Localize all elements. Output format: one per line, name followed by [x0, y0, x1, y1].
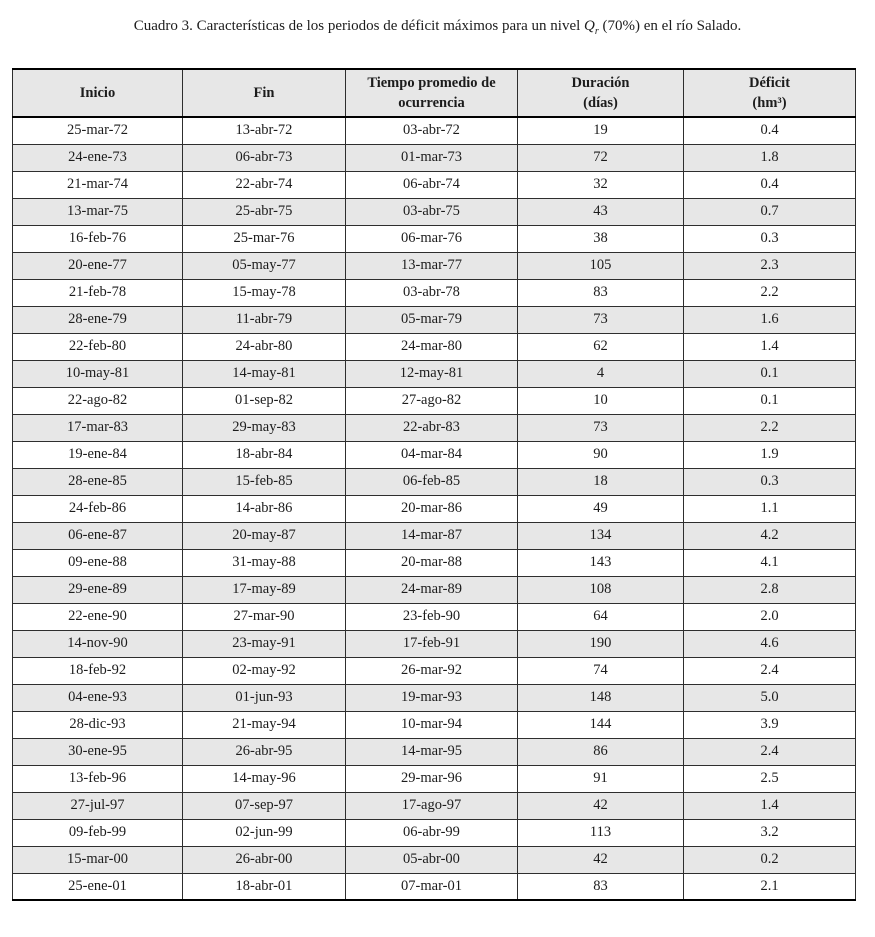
- table-cell: 4: [518, 360, 684, 387]
- table-row: [13, 711, 856, 738]
- table-row: [13, 441, 856, 468]
- table-cell: 06-feb-85: [346, 468, 518, 495]
- table-cell: 10-may-81: [13, 360, 183, 387]
- column-header-line: Tiempo promedio de: [367, 75, 496, 91]
- table-cell: 29-ene-89: [13, 576, 183, 603]
- table-cell: 13-abr-72: [183, 117, 346, 144]
- table-cell: 13-mar-77: [346, 252, 518, 279]
- table-caption: [0, 18, 875, 40]
- deficit-periods-table: [12, 68, 856, 901]
- table-cell: 64: [518, 603, 684, 630]
- table-cell: 1.1: [684, 495, 856, 522]
- table-cell: 148: [518, 684, 684, 711]
- table-cell: 17-ago-97: [346, 792, 518, 819]
- table-cell: 21-feb-78: [13, 279, 183, 306]
- q-symbol-subscript: r: [594, 26, 599, 37]
- table-cell: 06-abr-99: [346, 819, 518, 846]
- table-cell: 2.2: [684, 279, 856, 306]
- table-cell: 22-feb-80: [13, 333, 183, 360]
- table-cell: 22-ago-82: [13, 387, 183, 414]
- table-cell: 24-feb-86: [13, 495, 183, 522]
- table-cell: 24-ene-73: [13, 144, 183, 171]
- table-cell: 17-mar-83: [13, 414, 183, 441]
- table-cell: 26-abr-00: [183, 846, 346, 873]
- table-cell: 22-abr-83: [346, 414, 518, 441]
- table-cell: 83: [518, 873, 684, 900]
- table-cell: 49: [518, 495, 684, 522]
- table-cell: 06-abr-73: [183, 144, 346, 171]
- table-cell: 14-mar-95: [346, 738, 518, 765]
- table-cell: 17-feb-91: [346, 630, 518, 657]
- table-row: [13, 684, 856, 711]
- table-cell: 19: [518, 117, 684, 144]
- column-header-line: (hm³): [752, 95, 787, 111]
- table-cell: 22-abr-74: [183, 171, 346, 198]
- table-row: [13, 603, 856, 630]
- table-cell: 62: [518, 333, 684, 360]
- table-cell: 4.6: [684, 630, 856, 657]
- table-cell: 73: [518, 306, 684, 333]
- table-cell: 26-mar-92: [346, 657, 518, 684]
- table-row: [13, 738, 856, 765]
- table-cell: 2.8: [684, 576, 856, 603]
- table-cell: 05-may-77: [183, 252, 346, 279]
- table-cell: 2.3: [684, 252, 856, 279]
- table-cell: 134: [518, 522, 684, 549]
- table-cell: 3.2: [684, 819, 856, 846]
- table-cell: 07-mar-01: [346, 873, 518, 900]
- caption-text-before: Cuadro 3. Características de los periodos de déficit máximos para un nivel: [133, 18, 585, 34]
- table-cell: 1.4: [684, 792, 856, 819]
- table-cell: 0.3: [684, 225, 856, 252]
- table-cell: 4.2: [684, 522, 856, 549]
- column-header: [346, 69, 518, 117]
- table-cell: 01-jun-93: [183, 684, 346, 711]
- table-cell: 32: [518, 171, 684, 198]
- q-symbol-letter: Q: [584, 18, 595, 34]
- table-cell: 108: [518, 576, 684, 603]
- table-cell: 10: [518, 387, 684, 414]
- table-cell: 0.2: [684, 846, 856, 873]
- table-cell: 23-may-91: [183, 630, 346, 657]
- table-cell: 07-sep-97: [183, 792, 346, 819]
- table-cell: 14-mar-87: [346, 522, 518, 549]
- table-row: [13, 333, 856, 360]
- table-cell: 23-feb-90: [346, 603, 518, 630]
- table-cell: 05-abr-00: [346, 846, 518, 873]
- table-cell: 91: [518, 765, 684, 792]
- table-cell: 27-jul-97: [13, 792, 183, 819]
- table-cell: 03-abr-78: [346, 279, 518, 306]
- table-cell: 0.3: [684, 468, 856, 495]
- document-page: [0, 18, 875, 901]
- table-cell: 14-abr-86: [183, 495, 346, 522]
- column-header-line: (días): [583, 95, 618, 111]
- table-cell: 03-abr-72: [346, 117, 518, 144]
- caption-text-after: (70%) en el río Salado.: [598, 18, 742, 34]
- table-cell: 73: [518, 414, 684, 441]
- table-cell: 20-may-87: [183, 522, 346, 549]
- table-cell: 28-ene-79: [13, 306, 183, 333]
- table-cell: 24-mar-89: [346, 576, 518, 603]
- table-row: [13, 360, 856, 387]
- table-cell: 06-mar-76: [346, 225, 518, 252]
- table-cell: 28-ene-85: [13, 468, 183, 495]
- table-cell: 03-abr-75: [346, 198, 518, 225]
- table-row: [13, 279, 856, 306]
- table-cell: 144: [518, 711, 684, 738]
- q-flow-symbol: [584, 18, 599, 37]
- table-cell: 21-may-94: [183, 711, 346, 738]
- table-row: [13, 306, 856, 333]
- table-cell: 25-mar-76: [183, 225, 346, 252]
- table-cell: 18-feb-92: [13, 657, 183, 684]
- table-cell: 14-nov-90: [13, 630, 183, 657]
- table-cell: 30-ene-95: [13, 738, 183, 765]
- table-cell: 25-ene-01: [13, 873, 183, 900]
- table-row: [13, 198, 856, 225]
- table-row: [13, 387, 856, 414]
- table-cell: 27-ago-82: [346, 387, 518, 414]
- table-cell: 14-may-96: [183, 765, 346, 792]
- table-row: [13, 873, 856, 900]
- table-cell: 83: [518, 279, 684, 306]
- column-header: [183, 69, 346, 117]
- table-cell: 190: [518, 630, 684, 657]
- table-cell: 16-feb-76: [13, 225, 183, 252]
- table-cell: 25-abr-75: [183, 198, 346, 225]
- column-header-line: Déficit: [748, 75, 791, 91]
- table-row: [13, 765, 856, 792]
- table-row: [13, 414, 856, 441]
- table-cell: 15-may-78: [183, 279, 346, 306]
- column-header-line: Fin: [253, 85, 275, 101]
- table-cell: 14-may-81: [183, 360, 346, 387]
- table-cell: 72: [518, 144, 684, 171]
- table-cell: 21-mar-74: [13, 171, 183, 198]
- table-cell: 2.2: [684, 414, 856, 441]
- table-cell: 01-sep-82: [183, 387, 346, 414]
- table-row: [13, 495, 856, 522]
- table-cell: 15-feb-85: [183, 468, 346, 495]
- column-header-line: Inicio: [79, 85, 116, 101]
- table-cell: 86: [518, 738, 684, 765]
- table-row: [13, 792, 856, 819]
- table-header: [13, 69, 856, 117]
- table-row: [13, 657, 856, 684]
- table-cell: 18: [518, 468, 684, 495]
- table-cell: 28-dic-93: [13, 711, 183, 738]
- table-row: [13, 468, 856, 495]
- table-cell: 2.0: [684, 603, 856, 630]
- table-row: [13, 225, 856, 252]
- table-cell: 0.7: [684, 198, 856, 225]
- table-cell: 17-may-89: [183, 576, 346, 603]
- table-cell: 02-jun-99: [183, 819, 346, 846]
- table-cell: 20-mar-88: [346, 549, 518, 576]
- table-cell: 1.9: [684, 441, 856, 468]
- table-cell: 1.8: [684, 144, 856, 171]
- table-cell: 09-ene-88: [13, 549, 183, 576]
- table-cell: 18-abr-01: [183, 873, 346, 900]
- table-cell: 0.1: [684, 360, 856, 387]
- table-cell: 06-abr-74: [346, 171, 518, 198]
- table-row: [13, 522, 856, 549]
- table-cell: 3.9: [684, 711, 856, 738]
- table-cell: 13-feb-96: [13, 765, 183, 792]
- table-cell: 13-mar-75: [13, 198, 183, 225]
- table-cell: 18-abr-84: [183, 441, 346, 468]
- table-cell: 12-may-81: [346, 360, 518, 387]
- table-cell: 1.4: [684, 333, 856, 360]
- table-row: [13, 549, 856, 576]
- table-cell: 27-mar-90: [183, 603, 346, 630]
- table-cell: 26-abr-95: [183, 738, 346, 765]
- table-cell: 29-mar-96: [346, 765, 518, 792]
- column-header: [518, 69, 684, 117]
- table-cell: 74: [518, 657, 684, 684]
- table-cell: 22-ene-90: [13, 603, 183, 630]
- table-row: [13, 630, 856, 657]
- table-cell: 2.5: [684, 765, 856, 792]
- table-cell: 04-ene-93: [13, 684, 183, 711]
- table-cell: 11-abr-79: [183, 306, 346, 333]
- table-cell: 09-feb-99: [13, 819, 183, 846]
- table-cell: 31-may-88: [183, 549, 346, 576]
- table-row: [13, 144, 856, 171]
- table-row: [13, 846, 856, 873]
- table-cell: 2.4: [684, 657, 856, 684]
- table-cell: 01-mar-73: [346, 144, 518, 171]
- table-cell: 2.4: [684, 738, 856, 765]
- table-cell: 5.0: [684, 684, 856, 711]
- table-cell: 1.6: [684, 306, 856, 333]
- table-cell: 0.4: [684, 171, 856, 198]
- table-cell: 4.1: [684, 549, 856, 576]
- table-cell: 42: [518, 792, 684, 819]
- table-cell: 2.1: [684, 873, 856, 900]
- table-cell: 113: [518, 819, 684, 846]
- table-cell: 0.1: [684, 387, 856, 414]
- table-cell: 29-may-83: [183, 414, 346, 441]
- table-cell: 20-ene-77: [13, 252, 183, 279]
- table-cell: 25-mar-72: [13, 117, 183, 144]
- table-row: [13, 252, 856, 279]
- table-cell: 24-mar-80: [346, 333, 518, 360]
- table-cell: 04-mar-84: [346, 441, 518, 468]
- table-cell: 20-mar-86: [346, 495, 518, 522]
- table-cell: 10-mar-94: [346, 711, 518, 738]
- table-row: [13, 819, 856, 846]
- column-header-line: ocurrencia: [398, 95, 465, 111]
- table-cell: 24-abr-80: [183, 333, 346, 360]
- table-cell: 19-ene-84: [13, 441, 183, 468]
- table-cell: 143: [518, 549, 684, 576]
- table-row: [13, 576, 856, 603]
- table-cell: 105: [518, 252, 684, 279]
- table-body: [13, 117, 856, 900]
- column-header-line: Duración: [571, 75, 630, 91]
- table-cell: 02-may-92: [183, 657, 346, 684]
- column-header: [13, 69, 183, 117]
- table-cell: 06-ene-87: [13, 522, 183, 549]
- table-row: [13, 171, 856, 198]
- table-cell: 19-mar-93: [346, 684, 518, 711]
- table-row: [13, 117, 856, 144]
- table-cell: 42: [518, 846, 684, 873]
- table-cell: 38: [518, 225, 684, 252]
- header-row: [13, 69, 856, 117]
- table-cell: 43: [518, 198, 684, 225]
- table-cell: 90: [518, 441, 684, 468]
- table-cell: 05-mar-79: [346, 306, 518, 333]
- table-cell: 0.4: [684, 117, 856, 144]
- column-header: [684, 69, 856, 117]
- table-cell: 15-mar-00: [13, 846, 183, 873]
